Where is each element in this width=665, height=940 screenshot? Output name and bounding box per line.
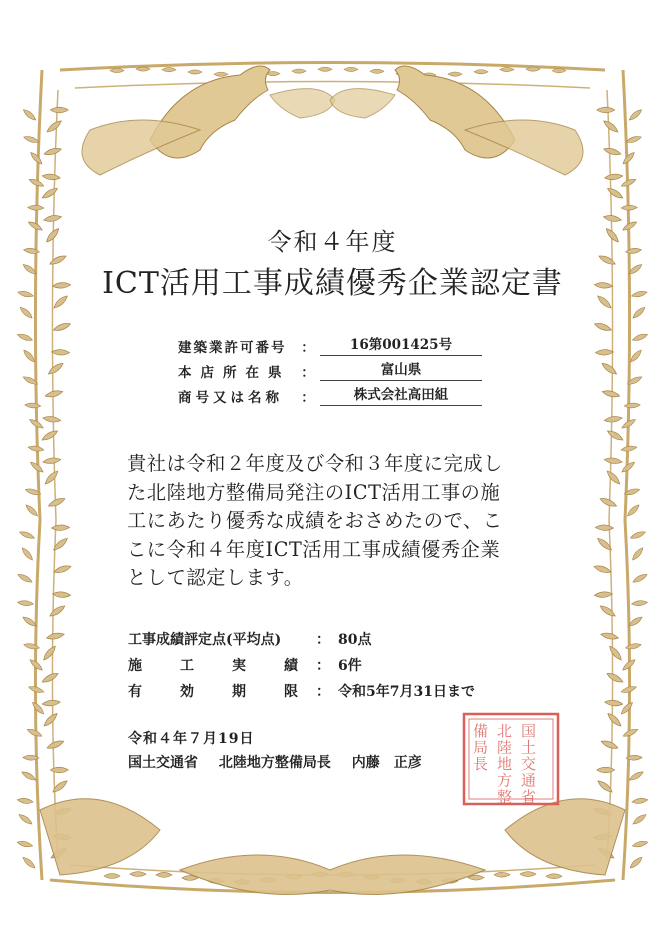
svg-text:方: 方 bbox=[497, 771, 513, 790]
info-row-prefecture bbox=[178, 358, 482, 383]
body-line: として認定します。 bbox=[127, 566, 304, 589]
body-line: た北陸地方整備局発注のICT活用工事の施 bbox=[127, 480, 501, 504]
certificate-title: ICT活用工事成績優秀企業認定書 bbox=[102, 266, 563, 301]
perf-row-score bbox=[128, 626, 475, 652]
svg-text:備: 備 bbox=[473, 722, 489, 740]
body-line: 貴社は令和２年度及び令和３年度に完成し bbox=[127, 452, 503, 475]
colon: ： bbox=[316, 684, 330, 700]
official-seal-icon bbox=[464, 714, 558, 806]
issue-date: 令和４年７月19日 bbox=[128, 731, 255, 747]
issuer-position: 北陸地方整備局長 bbox=[218, 755, 331, 771]
validity-label: 有 効 期 限 bbox=[128, 684, 298, 700]
info-row-permit bbox=[178, 333, 482, 358]
permit-number-value: 16第001425号 bbox=[320, 335, 482, 356]
prefecture-label: 本店所在県 bbox=[178, 364, 291, 381]
company-info-table bbox=[178, 333, 482, 408]
issuer-name: 内藤 正彦 bbox=[351, 755, 422, 771]
prefecture-value: 富山県 bbox=[320, 360, 482, 381]
body-line: こに令和４年度ICT活用工事成績優秀企業 bbox=[127, 537, 501, 561]
svg-text:局: 局 bbox=[473, 738, 489, 757]
company-name-label: 商号又は名称 bbox=[178, 389, 283, 406]
body-line: 工にあたり優秀な成績をおさめたので、こ bbox=[127, 509, 503, 532]
performance-table bbox=[128, 626, 475, 704]
colon: ： bbox=[301, 339, 315, 356]
svg-text:交: 交 bbox=[521, 755, 537, 773]
svg-text:国: 国 bbox=[521, 722, 537, 740]
validity-value: 令和5年7月31日まで bbox=[338, 684, 475, 700]
construction-record-label: 施 工 実 績 bbox=[128, 658, 298, 674]
construction-record-value: 6件 bbox=[338, 658, 362, 674]
issuer-ministry: 国土交通省 bbox=[128, 755, 198, 771]
svg-text:地: 地 bbox=[497, 755, 513, 773]
svg-text:陸: 陸 bbox=[497, 738, 513, 757]
perf-row-count bbox=[128, 652, 475, 678]
certificate-body bbox=[127, 450, 547, 593]
svg-text:省: 省 bbox=[521, 788, 537, 806]
colon: ： bbox=[316, 658, 330, 674]
perf-row-validity bbox=[128, 678, 475, 704]
score-value: 80点 bbox=[338, 632, 372, 648]
colon: ： bbox=[301, 389, 315, 406]
company-name-value: 株式会社高田組 bbox=[320, 385, 482, 406]
permit-number-label: 建築業許可番号 bbox=[178, 339, 287, 356]
certificate-year: 令和４年度 bbox=[267, 228, 398, 256]
svg-text:長: 長 bbox=[473, 755, 489, 773]
svg-text:北: 北 bbox=[497, 722, 513, 740]
info-row-company bbox=[178, 383, 482, 408]
svg-text:通: 通 bbox=[521, 771, 537, 790]
issuer bbox=[128, 752, 438, 772]
svg-text:土: 土 bbox=[521, 738, 537, 757]
colon: ： bbox=[301, 364, 315, 381]
score-label: 工事成績評定点(平均点) bbox=[128, 632, 282, 648]
svg-text:整: 整 bbox=[497, 788, 513, 806]
colon: ： bbox=[316, 632, 330, 648]
